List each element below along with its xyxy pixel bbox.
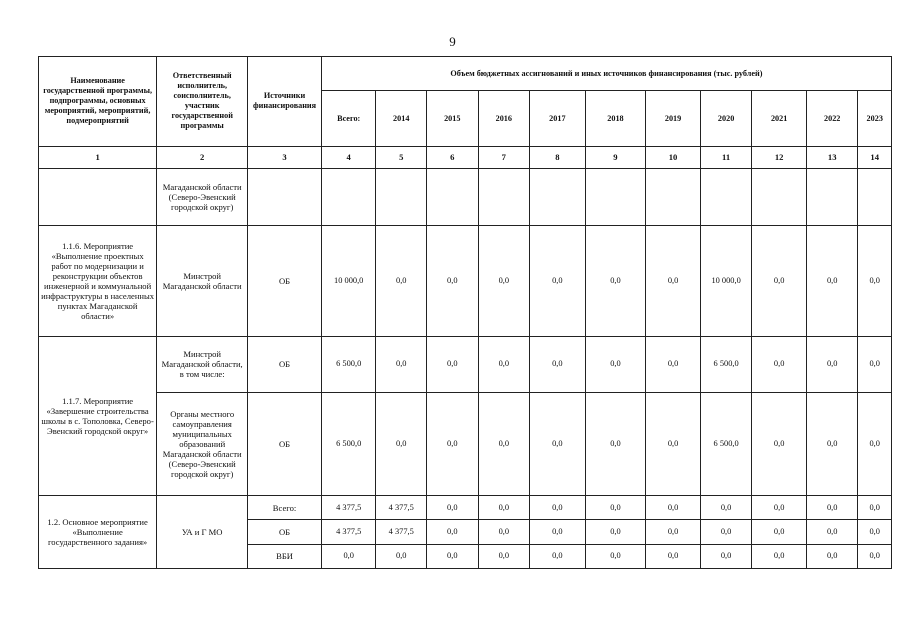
value-cell: 0,0 <box>646 520 701 544</box>
column-number: 4 <box>321 146 376 168</box>
header-year: 2019 <box>646 91 701 147</box>
value-cell: 0,0 <box>427 336 479 393</box>
header-year: 2015 <box>427 91 479 147</box>
source-cell: ОБ <box>248 520 322 544</box>
value-cell: 4 377,5 <box>321 496 376 520</box>
value-cell: 0,0 <box>585 225 646 336</box>
value-cell: 6 500,0 <box>321 393 376 496</box>
value-cell: 0,0 <box>858 336 892 393</box>
value-cell: 0,0 <box>646 496 701 520</box>
value-cell: 0,0 <box>530 393 586 496</box>
value-cell: 0,0 <box>752 336 807 393</box>
column-number: 14 <box>858 146 892 168</box>
value-cell: 0,0 <box>530 336 586 393</box>
value-cell: 0,0 <box>478 225 530 336</box>
value-cell: 0,0 <box>700 544 752 568</box>
value-cell: 0,0 <box>646 544 701 568</box>
header-total: Всего: <box>321 91 376 147</box>
value-cell: 6 500,0 <box>700 393 752 496</box>
value-cell: 0,0 <box>376 393 427 496</box>
value-cell: 10 000,0 <box>321 225 376 336</box>
header-name: Наименование государственной программы, подпрограммы, основных мероприятий, мероприятий, подмероприятий <box>39 57 157 147</box>
value-cell: 0,0 <box>858 496 892 520</box>
table-row <box>39 336 892 393</box>
source-cell: Всего: <box>248 496 322 520</box>
value-cell: 0,0 <box>478 520 530 544</box>
value-cell: 0,0 <box>478 393 530 496</box>
column-number: 9 <box>585 146 646 168</box>
value-cell: 0,0 <box>530 496 586 520</box>
value-cell: 0,0 <box>585 393 646 496</box>
responsible-cell: Магаданской области (Северо-Эвенский городской округ) <box>157 169 248 226</box>
value-cell: 0,0 <box>376 544 427 568</box>
header-year: 2014 <box>376 91 427 147</box>
value-cell <box>376 169 427 226</box>
value-cell: 0,0 <box>427 496 479 520</box>
value-cell: 0,0 <box>806 336 858 393</box>
value-cell: 0,0 <box>858 393 892 496</box>
table-row <box>39 225 892 336</box>
header-sources: Источники финансирования <box>248 57 322 147</box>
value-cell: 4 377,5 <box>321 520 376 544</box>
column-number: 10 <box>646 146 701 168</box>
value-cell: 0,0 <box>806 544 858 568</box>
value-cell: 0,0 <box>752 393 807 496</box>
value-cell: 10 000,0 <box>700 225 752 336</box>
value-cell: 0,0 <box>585 520 646 544</box>
responsible-cell: УА и Г МО <box>157 496 248 569</box>
value-cell: 0,0 <box>806 496 858 520</box>
column-number: 3 <box>248 146 322 168</box>
value-cell <box>752 169 807 226</box>
responsible-cell: Минстрой Магаданской области, в том числе: <box>157 336 248 393</box>
header-year: 2022 <box>806 91 858 147</box>
value-cell: 4 377,5 <box>376 496 427 520</box>
value-cell: 0,0 <box>478 336 530 393</box>
value-cell: 0,0 <box>858 520 892 544</box>
value-cell <box>585 169 646 226</box>
name-cell: 1.1.6. Мероприятие «Выполнение проектных работ по модернизации и реконструкции объектов инженерной и коммунальной инфраструктуры в населенных пунктах Магаданской области» <box>39 225 157 336</box>
column-number: 12 <box>752 146 807 168</box>
source-cell: ВБИ <box>248 544 322 568</box>
value-cell: 6 500,0 <box>700 336 752 393</box>
value-cell: 0,0 <box>806 393 858 496</box>
value-cell: 0,0 <box>646 336 701 393</box>
header-responsible: Ответственный исполнитель, соисполнитель, участник государственной программы <box>157 57 248 147</box>
value-cell: 0,0 <box>806 520 858 544</box>
value-cell: 0,0 <box>530 544 586 568</box>
table-row <box>39 393 892 496</box>
source-cell: ОБ <box>248 225 322 336</box>
value-cell: 0,0 <box>530 225 586 336</box>
source-cell <box>248 169 322 226</box>
value-cell: 0,0 <box>646 225 701 336</box>
column-number: 11 <box>700 146 752 168</box>
value-cell: 0,0 <box>858 225 892 336</box>
source-cell: ОБ <box>248 336 322 393</box>
page-number: 9 <box>449 34 456 49</box>
value-cell: 0,0 <box>427 393 479 496</box>
header-year: 2020 <box>700 91 752 147</box>
value-cell: 0,0 <box>585 336 646 393</box>
table-row <box>39 496 892 520</box>
value-cell: 0,0 <box>752 225 807 336</box>
source-cell: ОБ <box>248 393 322 496</box>
value-cell <box>700 169 752 226</box>
value-cell: 0,0 <box>530 520 586 544</box>
header-year: 2017 <box>530 91 586 147</box>
value-cell: 0,0 <box>806 225 858 336</box>
value-cell <box>806 169 858 226</box>
name-cell: 1.1.7. Мероприятие «Завершение строительства школы в с. Тополовка, Северо-Эвенский городской округ» <box>39 336 157 496</box>
value-cell: 0,0 <box>700 496 752 520</box>
value-cell: 0,0 <box>752 496 807 520</box>
value-cell <box>321 169 376 226</box>
header-year: 2016 <box>478 91 530 147</box>
value-cell <box>478 169 530 226</box>
name-cell <box>39 169 157 226</box>
value-cell <box>858 169 892 226</box>
value-cell: 0,0 <box>858 544 892 568</box>
column-number: 6 <box>427 146 479 168</box>
value-cell: 0,0 <box>427 544 479 568</box>
header-funding: Объем бюджетных ассигнований и иных источников финансирования (тыс. рублей) <box>321 57 891 91</box>
value-cell: 0,0 <box>752 544 807 568</box>
value-cell: 0,0 <box>646 393 701 496</box>
value-cell: 0,0 <box>585 544 646 568</box>
column-number: 2 <box>157 146 248 168</box>
value-cell: 6 500,0 <box>321 336 376 393</box>
value-cell: 0,0 <box>427 520 479 544</box>
value-cell: 0,0 <box>427 225 479 336</box>
value-cell <box>427 169 479 226</box>
value-cell: 4 377,5 <box>376 520 427 544</box>
responsible-cell: Органы местного самоуправления муниципальных образований Магаданской области (Северо-Эвенский городской округ) <box>157 393 248 496</box>
value-cell: 0,0 <box>478 544 530 568</box>
header-year: 2023 <box>858 91 892 147</box>
value-cell: 0,0 <box>585 496 646 520</box>
responsible-cell: Минстрой Магаданской области <box>157 225 248 336</box>
funding-table <box>38 56 892 569</box>
column-number: 1 <box>39 146 157 168</box>
value-cell: 0,0 <box>321 544 376 568</box>
column-number: 5 <box>376 146 427 168</box>
column-number: 13 <box>806 146 858 168</box>
column-number: 8 <box>530 146 586 168</box>
value-cell: 0,0 <box>752 520 807 544</box>
value-cell: 0,0 <box>700 520 752 544</box>
table-row <box>39 169 892 226</box>
value-cell <box>530 169 586 226</box>
column-number: 7 <box>478 146 530 168</box>
value-cell: 0,0 <box>478 496 530 520</box>
header-year: 2018 <box>585 91 646 147</box>
name-cell: 1.2. Основное мероприятие «Выполнение государственного задания» <box>39 496 157 569</box>
value-cell: 0,0 <box>376 225 427 336</box>
value-cell: 0,0 <box>376 336 427 393</box>
header-year: 2021 <box>752 91 807 147</box>
value-cell <box>646 169 701 226</box>
